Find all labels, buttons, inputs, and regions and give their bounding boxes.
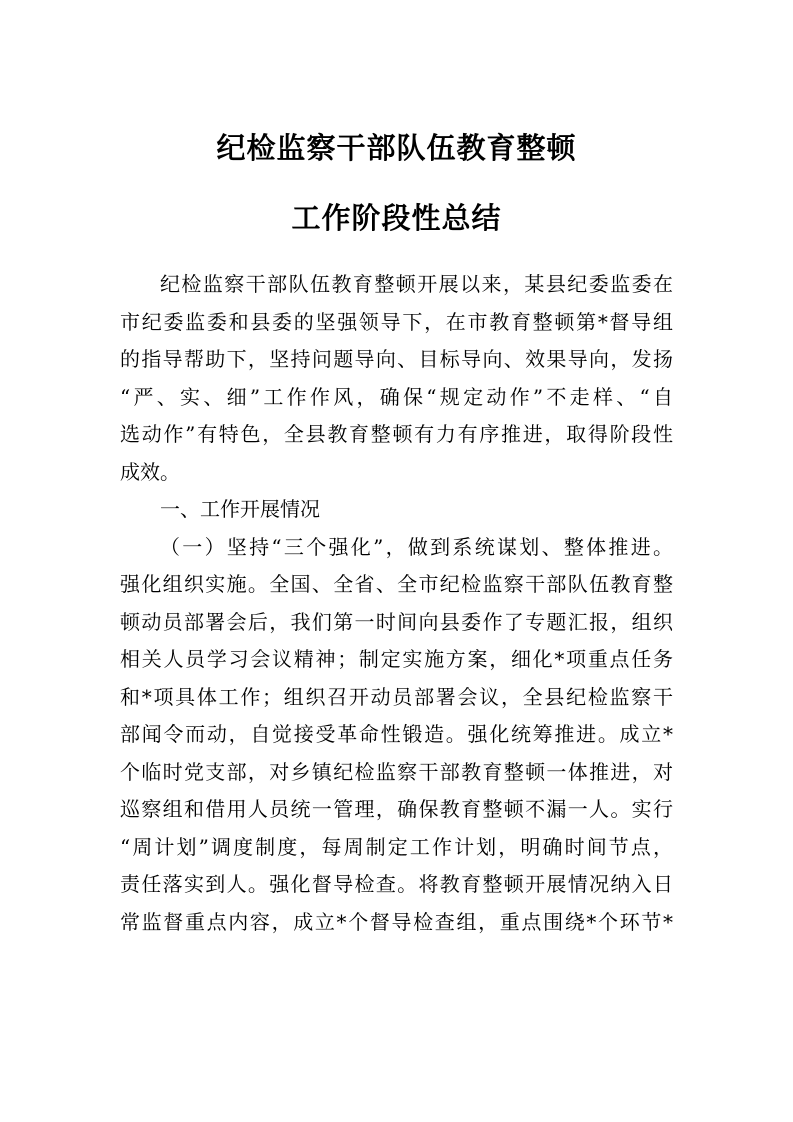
paragraph-line: 强化组织实施。全国、全省、全市纪检监察干部队伍教育整 — [120, 572, 673, 596]
subsection-heading: （一）坚持“三个强化”，做到系统谋划、整体推进。 — [160, 534, 673, 559]
document-body — [120, 266, 673, 941]
section-heading: 一、工作开展情况 — [160, 497, 320, 521]
paragraph-line: 成效。 — [120, 459, 180, 484]
paragraph-line: 相关人员学习会议精神；制定实施方案，细化*项重点任务 — [120, 647, 673, 671]
paragraph-line: 顿动员部署会后，我们第一时间向县委作了专题汇报，组织 — [120, 609, 673, 634]
paragraph-line: 和*项具体工作；组织召开动员部署会议，全县纪检监察干 — [120, 684, 673, 709]
paragraph-line: “周计划”调度制度，每周制定工作计划，明确时间节点， — [120, 834, 673, 859]
paragraph-line: 选动作”有特色，全县教育整顿有力有序推进，取得阶段性 — [120, 422, 673, 446]
paragraph-line: 市纪委监委和县委的坚强领导下，在市教育整顿第*督导组 — [120, 309, 673, 334]
paragraph-line: 常监督重点内容，成立*个督导检查组，重点围绕*个环节* — [120, 909, 673, 934]
paragraph-line: 责任落实到人。强化督导检查。将教育整顿开展情况纳入日 — [120, 872, 673, 896]
document-title-line-2: 工作阶段性总结 — [291, 201, 502, 235]
paragraph-line: 部闻令而动，自觉接受革命性锻造。强化统筹推进。成立* — [120, 722, 673, 746]
paragraph-line: 个临时党支部，对乡镇纪检监察干部教育整顿一体推进，对 — [120, 759, 673, 784]
paragraph-line: “严、实、细”工作作风，确保“规定动作”不走样、“自 — [120, 384, 673, 409]
paragraph-line: 的指导帮助下，坚持问题导向、目标导向、效果导向，发扬 — [120, 347, 673, 371]
paragraph-line: 纪检监察干部队伍教育整顿开展以来，某县纪委监委在 — [160, 272, 673, 296]
document-title-line-1: 纪检监察干部队伍教育整顿 — [216, 131, 577, 165]
paragraph-line: 巡察组和借用人员统一管理，确保教育整顿不漏一人。实行 — [120, 797, 673, 821]
